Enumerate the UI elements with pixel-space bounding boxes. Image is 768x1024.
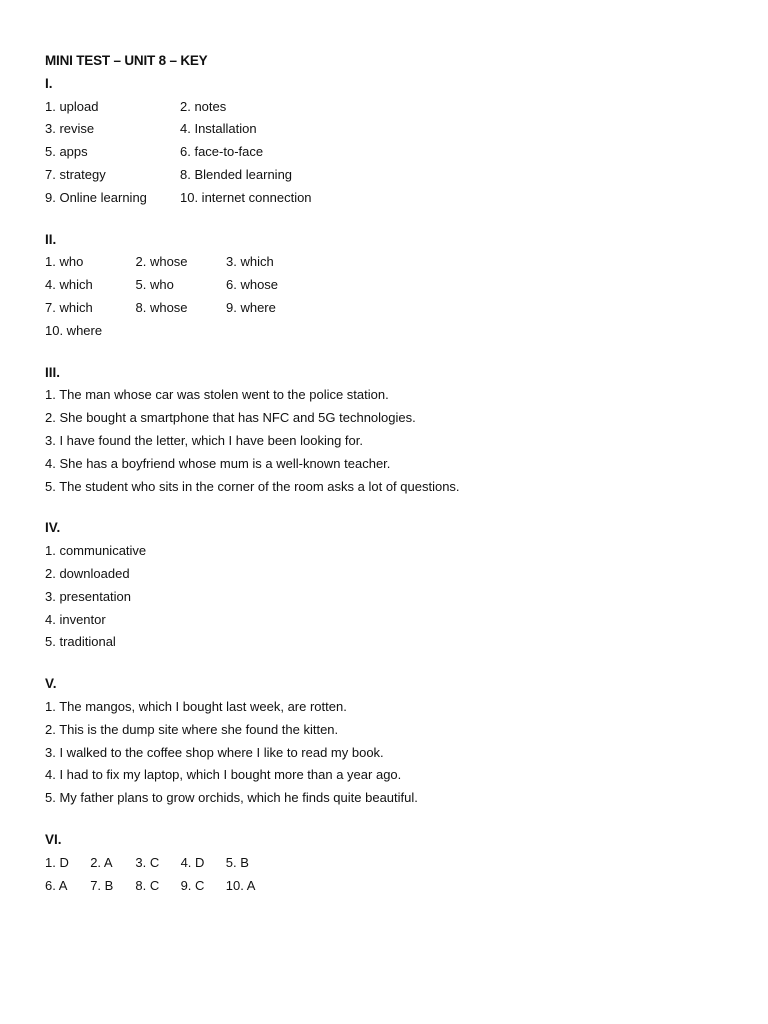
answer-row (45, 320, 745, 343)
answer-item: 1. who (45, 254, 84, 270)
answer-item: 6. face-to-face (180, 144, 264, 160)
answer-item: 8. Blended learning (180, 166, 293, 182)
answer-item: 10. internet connection (180, 189, 312, 205)
answer-line: 4. inventor (45, 611, 106, 627)
page-title: MINI TEST – UNIT 8 – KEY (45, 53, 208, 68)
answer-item: 7. strategy (45, 166, 106, 182)
section-heading-4: IV. (45, 520, 61, 536)
answer-line: 1. The man whose car was stolen went to the police station. (45, 387, 389, 403)
answer-item: 9. C (180, 877, 205, 893)
answer-item: 6. A (45, 877, 68, 893)
answer-line: 5. The student who sits in the corner of the room asks a lot of questions. (45, 478, 460, 494)
answer-row (45, 852, 745, 875)
answer-item: 5. apps (45, 144, 88, 160)
answer-item: 2. A (90, 854, 113, 870)
answer-item: 8. C (135, 877, 160, 893)
answer-row (45, 141, 745, 164)
answer-item: 8. whose (135, 299, 188, 315)
answer-line: 4. I had to fix my laptop, which I bought more than a year ago. (45, 767, 402, 783)
answer-row (45, 187, 745, 210)
answer-item: 5. B (225, 854, 249, 870)
answer-item: 4. which (45, 277, 93, 293)
answer-item: 7. B (90, 877, 114, 893)
answer-item: 9. where (226, 299, 276, 315)
answer-line: 1. The mangos, which I bought last week, are rotten. (45, 698, 347, 714)
answer-line: 3. I have found the letter, which I have been looking for. (45, 432, 363, 448)
answer-item: 4. D (180, 854, 205, 870)
answer-item: 1. upload (45, 98, 99, 114)
answer-line: 2. She bought a smartphone that has NFC and 5G technologies. (45, 410, 416, 426)
section-heading-2: II. (45, 231, 57, 247)
answer-item: 2. notes (180, 98, 227, 114)
answer-item: 2. whose (135, 254, 188, 270)
section-heading-6: VI. (45, 831, 62, 847)
section-heading-3: III. (45, 364, 61, 380)
answer-item: 7. which (45, 299, 93, 315)
answer-key-document (45, 50, 745, 897)
answer-line: 5. My father plans to grow orchids, which he finds quite beautiful. (45, 790, 418, 806)
answer-item: 10. A (225, 877, 256, 893)
answer-line: 2. This is the dump site where she found the kitten. (45, 721, 339, 737)
answer-row (45, 96, 745, 119)
answer-row (45, 875, 745, 898)
answer-line: 5. traditional (45, 634, 116, 650)
answer-item: 3. which (226, 254, 274, 270)
answer-item: 1. D (45, 854, 69, 870)
answer-line: 3. I walked to the coffee shop where I like to read my book. (45, 744, 384, 760)
answer-row (45, 274, 745, 297)
answer-line: 2. downloaded (45, 565, 130, 581)
answer-row (45, 297, 745, 320)
answer-item: 9. Online learning (45, 189, 147, 205)
answer-item: 3. C (135, 854, 160, 870)
section-heading-5: V. (45, 676, 57, 692)
answer-line: 1. communicative (45, 543, 147, 559)
answer-item: 6. whose (226, 277, 279, 293)
answer-item: 5. who (135, 277, 174, 293)
answer-line: 4. She has a boyfriend whose mum is a well-known teacher. (45, 455, 391, 471)
answer-item: 10. where (45, 322, 103, 338)
answer-row (45, 118, 745, 141)
answer-item: 3. revise (45, 121, 95, 137)
answer-row (45, 251, 745, 274)
answer-item: 4. Installation (180, 121, 257, 137)
section-heading-1: I. (45, 75, 53, 91)
answer-row (45, 164, 745, 187)
answer-line: 3. presentation (45, 588, 132, 604)
